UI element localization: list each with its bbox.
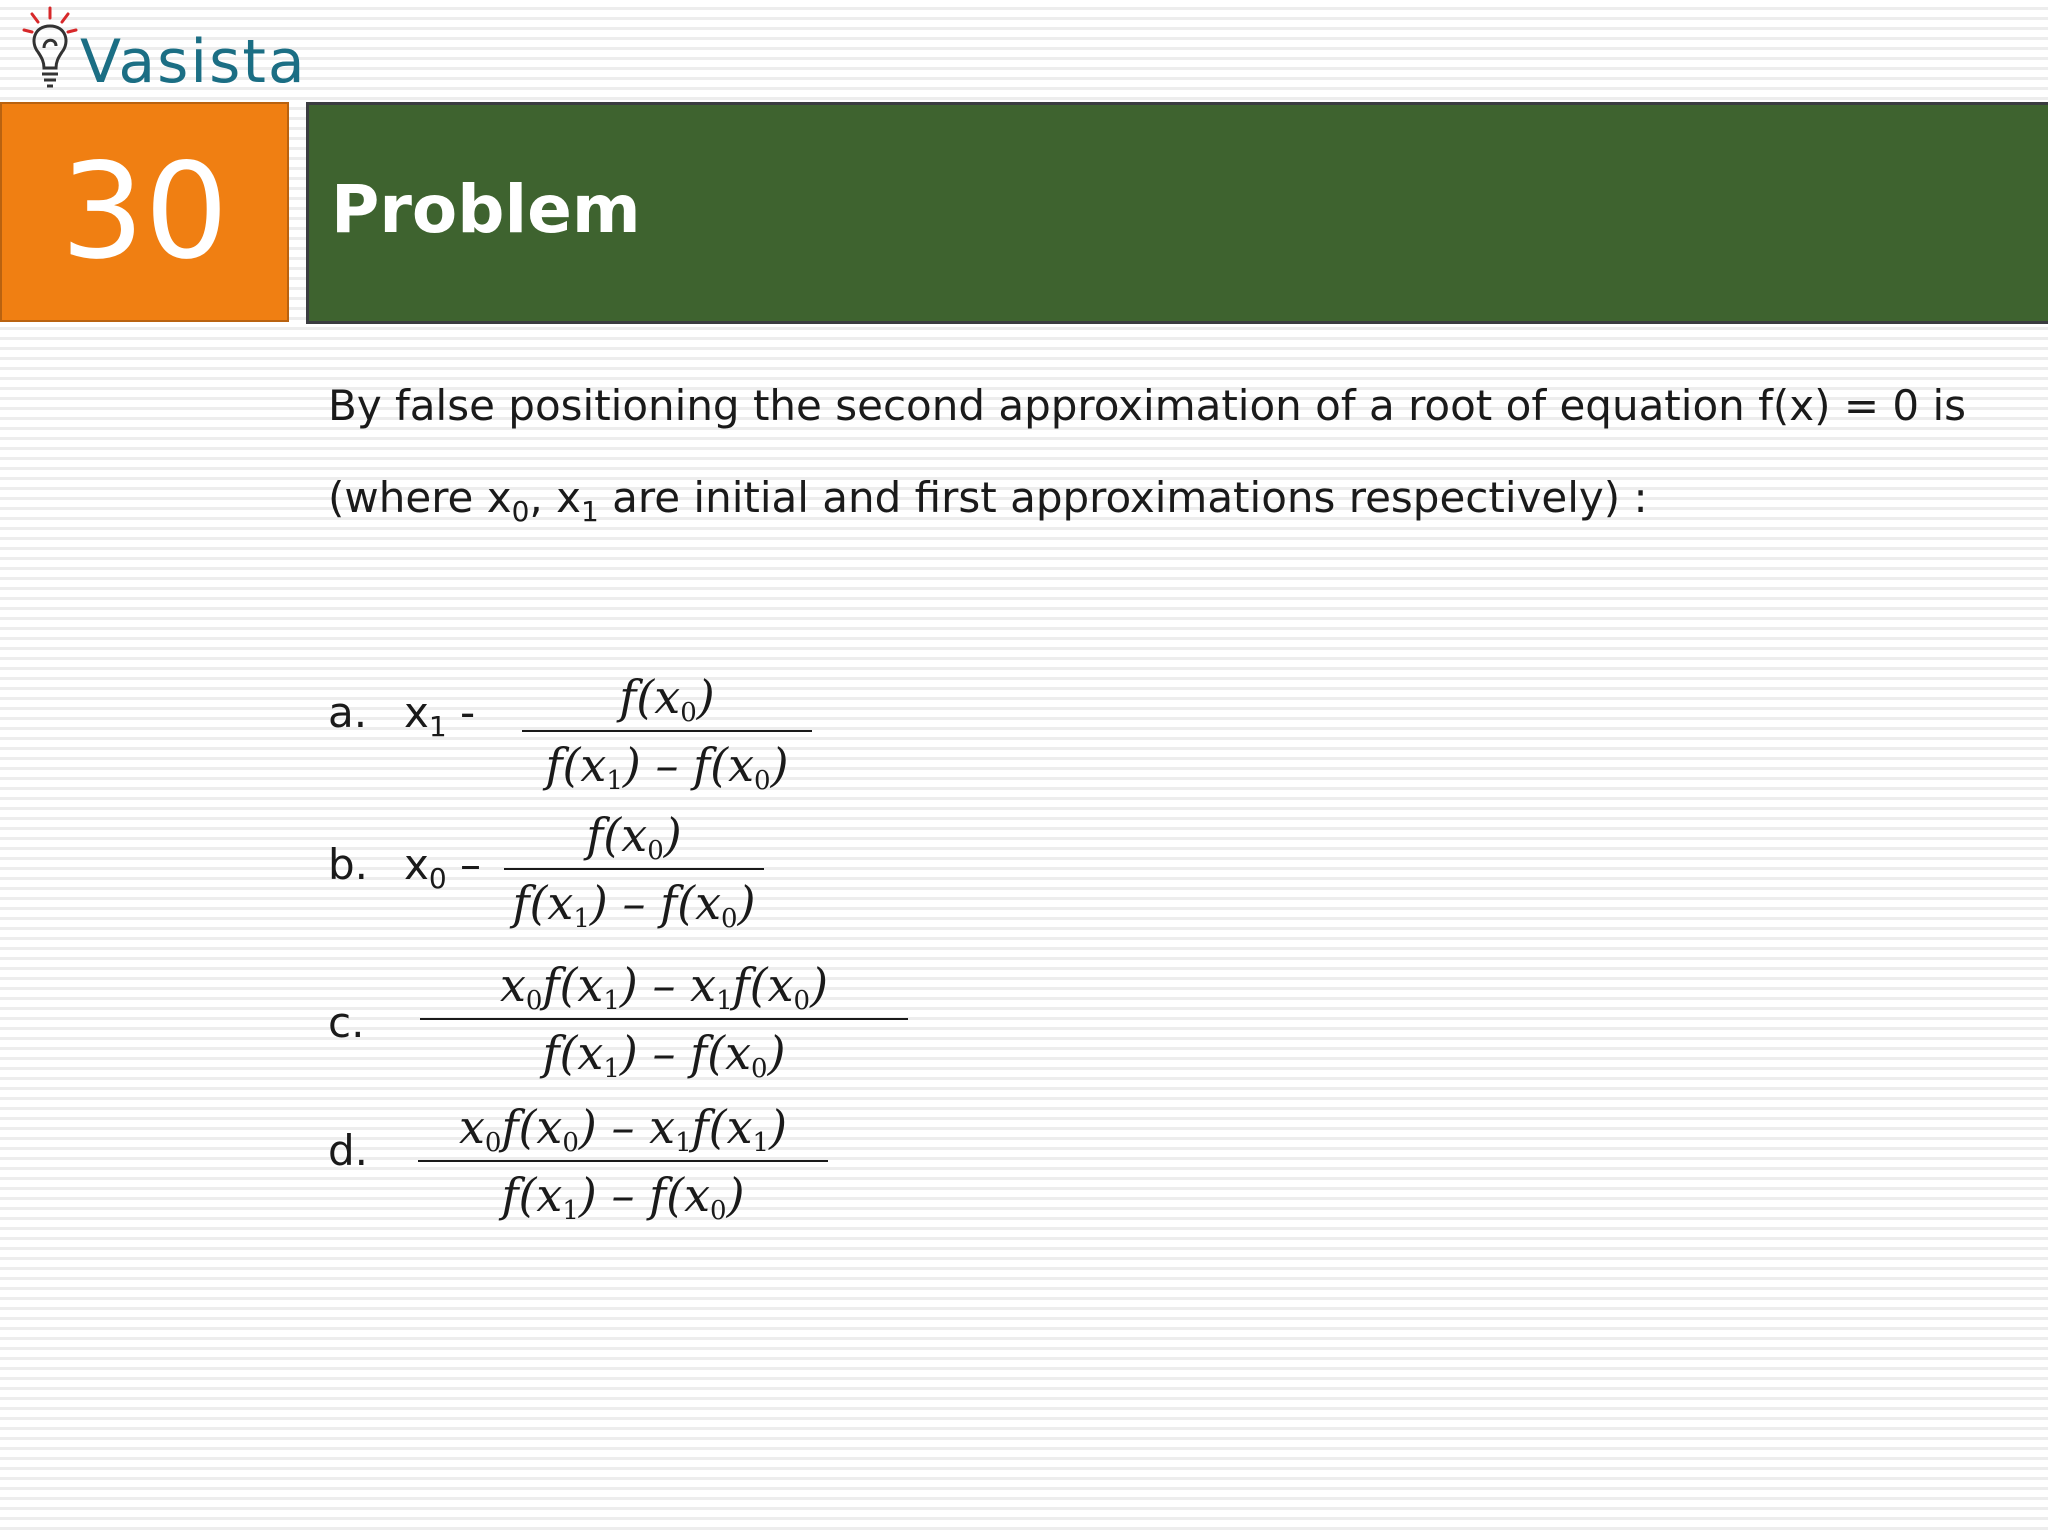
question-line-2: (where $x_0$, $x_1$ are initial and first approximations respectively) : (328, 473, 1648, 528)
option-prefix: $x_1$ - (404, 688, 476, 743)
fraction-denominator: $f(x_1) - f(x_0)$ (545, 738, 789, 796)
option-letter: b. (328, 840, 369, 889)
fraction (504, 804, 764, 934)
question-line-1: By false positioning the second approximation of a root of equation f(x) = 0 is (328, 381, 1967, 430)
fraction-numerator: $x_0f(x_1) - x_1f(x_0)$ (499, 958, 829, 1016)
fraction-numerator: $f(x_0)$ (586, 808, 682, 866)
slide-title: Problem (331, 171, 641, 248)
option-b[interactable] (328, 808, 828, 956)
vasista-logo (20, 4, 307, 100)
question-text (328, 360, 2028, 544)
lightbulb-icon (20, 4, 80, 96)
fraction-bar (504, 868, 764, 870)
fraction-denominator: $f(x_1) - f(x_0)$ (501, 1168, 745, 1226)
option-a[interactable] (328, 670, 828, 804)
fraction-numerator: $f(x_0)$ (619, 670, 715, 728)
fraction-bar (420, 1018, 908, 1020)
fraction (418, 1096, 828, 1226)
fraction-numerator: $x_0f(x_0) - x_1f(x_1)$ (458, 1100, 788, 1158)
fraction (420, 954, 908, 1084)
logo-text: Vasista (80, 27, 307, 97)
fraction (522, 666, 812, 796)
fraction-denominator: $f(x_1) - f(x_0)$ (542, 1026, 786, 1084)
option-letter: c. (328, 998, 365, 1047)
fraction-denominator: $f(x_1) - f(x_0)$ (512, 876, 756, 934)
option-d[interactable] (328, 1100, 928, 1242)
fraction-bar (418, 1160, 828, 1162)
option-letter: d. (328, 1126, 369, 1175)
slide-number: 30 (0, 102, 289, 322)
fraction-bar (522, 730, 812, 732)
option-prefix: $x_0$ – (404, 840, 482, 895)
title-bar (306, 102, 2048, 324)
option-letter: a. (328, 688, 368, 737)
